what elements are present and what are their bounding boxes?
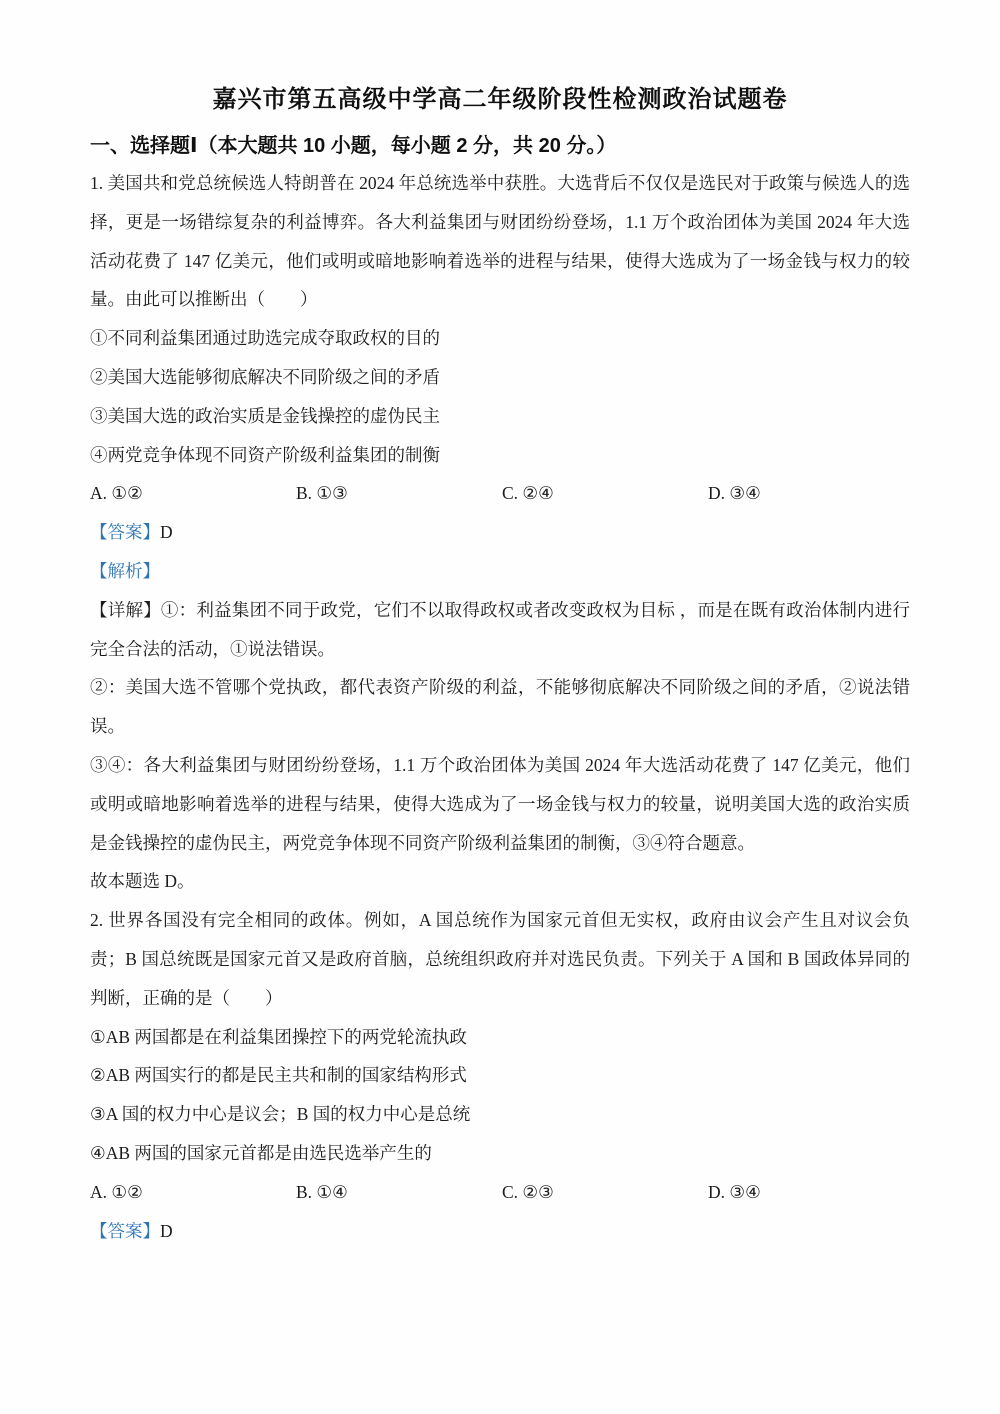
question-stem: 2. 世界各国没有完全相同的政体。例如，A 国总统作为国家元首但无实权，政府由议会产生且对议会负责；B 国总统既是国家元首又是政府首脑，总统组织政府并对选民负责。下列关于 A 国和 B 国政体异同的判断，正确的是（ ） (90, 910, 910, 1008)
question-1 (90, 164, 910, 901)
option-a: A. ①② (90, 483, 143, 504)
option-d: D. ③④ (708, 1181, 761, 1202)
statement-item: ②AB 两国实行的都是民主共和制的国家结构形式 (90, 1065, 467, 1086)
statement-item: ④两党竞争体现不同资产阶级利益集团的制衡 (90, 444, 440, 465)
statement-item: ①不同利益集团通过助选完成夺取政权的目的 (90, 328, 440, 349)
explanation-paragraph: ③④：各大利益集团与财团纷纷登场，1.1 万个政治团体为美国 2024 年大选活动花费了 147 亿美元，他们或明或暗地影响着选举的进程与结果，使得大选成为了一场金钱与权力的较量，说明美国大选的政治实质是金钱操控的虚伪民主，两党竞争体现不同资产阶级利益集团的制衡，③④符合题意。 (90, 754, 910, 853)
statement-item: ④AB 两国的国家元首都是由选民选举产生的 (90, 1142, 432, 1163)
statement-item: ③美国大选的政治实质是金钱操控的虚伪民主 (90, 405, 440, 426)
options-row (90, 474, 910, 513)
answer-label: 【答案】 (90, 522, 160, 543)
analysis-label: 【解析】 (90, 560, 160, 581)
answer-line (90, 513, 910, 552)
explanation-paragraph: ②：美国大选不管哪个党执政，都代表资产阶级的利益，不能够彻底解决不同阶级之间的矛盾，②说法错误。 (90, 677, 910, 737)
page-title: 嘉兴市第五高级中学高二年级阶段性检测政治试题卷 (212, 86, 788, 113)
statement-item: ②美国大选能够彻底解决不同阶级之间的矛盾 (90, 366, 440, 387)
statement-item: ①AB 两国都是在利益集团操控下的两党轮流执政 (90, 1026, 467, 1047)
answer-value: D (160, 522, 173, 543)
statement-item: ③A 国的权力中心是议会；B 国的权力中心是总统 (90, 1104, 471, 1125)
analysis-line (90, 552, 910, 591)
option-b: B. ①③ (296, 483, 348, 504)
explanation-conclusion: 故本题选 D。 (90, 871, 195, 892)
option-a: A. ①② (90, 1181, 143, 1202)
options-row (90, 1173, 910, 1212)
answer-label: 【答案】 (90, 1220, 160, 1241)
option-c: C. ②④ (502, 483, 554, 504)
section-heading: 一、选择题Ⅰ（本大题共 10 小题，每小题 2 分，共 20 分。） (90, 135, 617, 157)
answer-line (90, 1212, 910, 1251)
option-c: C. ②③ (502, 1181, 554, 1202)
option-b: B. ①④ (296, 1181, 348, 1202)
question-2 (90, 901, 910, 1250)
explanation-paragraph: 【详解】①：利益集团不同于政党，它们不以取得政权或者改变政权为目标 ，而是在既有政治体制内进行完全合法的活动，①说法错误。 (90, 599, 910, 659)
question-stem: 1. 美国共和党总统候选人特朗普在 2024 年总统选举中获胜。大选背后不仅仅是选民对于政策与候选人的选择，更是一场错综复杂的利益博弈。各大利益集团与财团纷纷登场，1.1 万个政治团体为美国 2024 年大选活动花费了 147 亿美元，他们或明或暗地影响着选举的进程与结果，使得大选成为了一场金钱与权力的较量。由此可以推断出（ ） (90, 173, 910, 310)
answer-value: D (160, 1220, 173, 1241)
option-d: D. ③④ (708, 483, 761, 504)
